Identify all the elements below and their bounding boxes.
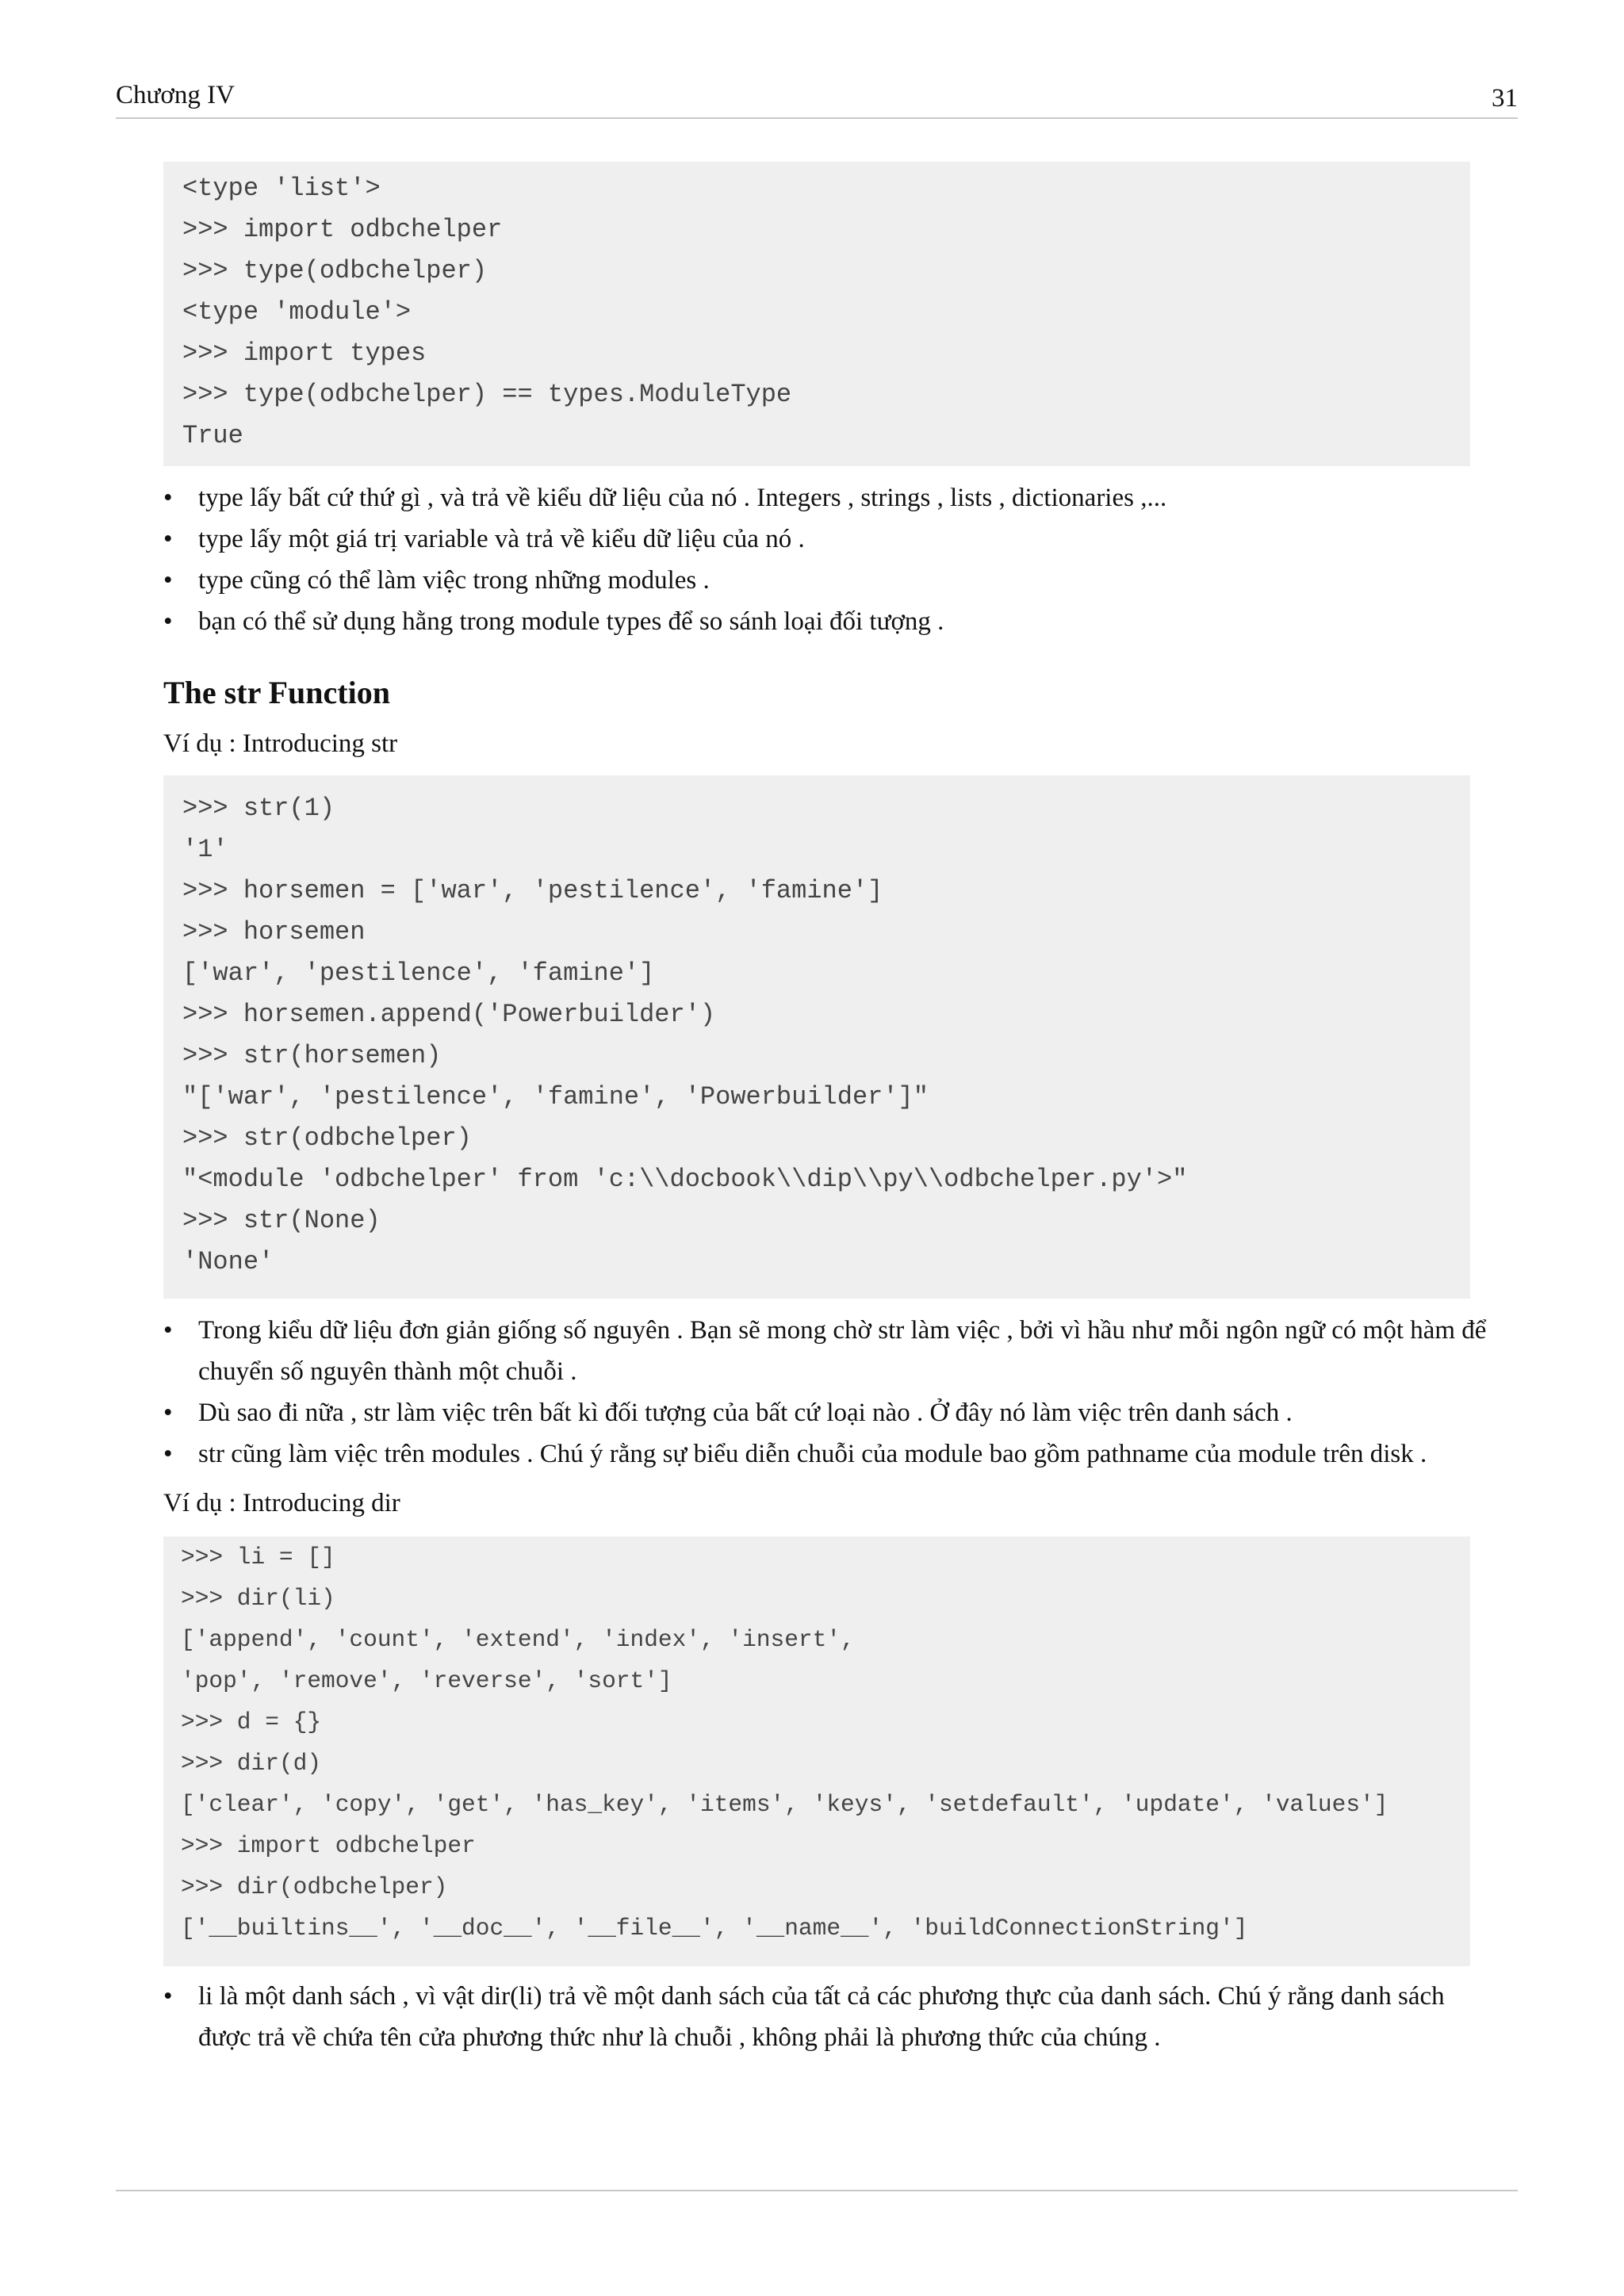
list-item-text: bạn có thể sử dụng hằng trong module types để so sánh loại đối tượng . <box>198 607 944 636</box>
code-line: >>> import odbchelper <box>181 1832 476 1859</box>
code-line: >>> horsemen = ['war', 'pestilence', 'famine'] <box>182 876 883 905</box>
bullet-dot-icon: • <box>163 607 173 636</box>
code-line: >>> dir(d) <box>181 1750 322 1777</box>
list-item <box>163 1310 1503 1392</box>
list-item-text: str cũng làm việc trên modules . Chú ý rằng sự biểu diễn chuỗi của module bao gồm pathname của module trên disk . <box>198 1440 1427 1468</box>
list-item <box>163 477 1503 519</box>
bullet-dot-icon: • <box>163 1316 173 1345</box>
list-item-text: type lấy bất cứ thứ gì , và trả về kiểu dữ liệu của nó . Integers , strings , lists , dictionaries ,... <box>198 484 1167 512</box>
code-line: True <box>182 421 243 450</box>
bullet-dot-icon: • <box>163 566 173 595</box>
code-block-dir <box>163 1536 1470 1966</box>
code-line: >>> li = [] <box>181 1544 335 1571</box>
list-item <box>163 1976 1503 2058</box>
code-line: >>> import odbchelper <box>182 215 503 244</box>
code-line: ['__builtins__', '__doc__', '__file__', '__name__', 'buildConnectionString'] <box>181 1915 1248 1942</box>
code-line: >>> str(horsemen) <box>182 1041 442 1070</box>
bullet-dot-icon: • <box>163 1440 173 1468</box>
code-line: 'pop', 'remove', 'reverse', 'sort'] <box>181 1667 672 1694</box>
bullet-dot-icon: • <box>163 1399 173 1427</box>
code-line: >>> type(odbchelper) <box>182 256 488 285</box>
page-header <box>116 79 1518 119</box>
code-line: >>> import types <box>182 339 427 368</box>
example-label: Ví dụ : Introducing dir <box>163 1489 400 1517</box>
page-number: 31 <box>1492 84 1518 113</box>
list-item <box>163 601 1503 642</box>
example-label: Ví dụ : Introducing str <box>163 729 398 758</box>
code-line: "['war', 'pestilence', 'famine', 'Powerbuilder']" <box>182 1082 929 1112</box>
section-heading: The str Function <box>163 675 390 710</box>
list-item-text: type lấy một giá trị variable và trả về kiểu dữ liệu của nó . <box>198 525 805 553</box>
code-line: >>> d = {} <box>181 1709 322 1735</box>
list-item-text: li là một danh sách , vì vật dir(li) trả về một danh sách của tất cả các phương thực của danh sách. Chú ý rằng danh sách được trả về chứa tên cửa phương thức như là chuỗi , không phải là phương thức của chúng . <box>198 1982 1445 2052</box>
footer-divider <box>116 2190 1518 2191</box>
bullet-list-type <box>163 477 1503 642</box>
code-line: >>> str(None) <box>182 1206 381 1235</box>
code-line: ['append', 'count', 'extend', 'index', 'insert', <box>181 1626 855 1653</box>
code-line: <type 'module'> <box>182 297 412 327</box>
list-item <box>163 1392 1503 1433</box>
list-item-text: type cũng có thể làm việc trong những modules . <box>198 566 710 595</box>
list-item-text: Trong kiểu dữ liệu đơn giản giống số nguyên . Bạn sẽ mong chờ str làm việc , bởi vì hầu như mỗi ngôn ngữ có một hàm để chuyển số nguyên thành một chuỗi . <box>198 1316 1487 1386</box>
code-line: >>> type(odbchelper) == types.ModuleType <box>182 380 792 409</box>
code-line: >>> dir(odbchelper) <box>181 1873 448 1900</box>
chapter-title: Chương IV <box>116 81 235 109</box>
code-line: "<module 'odbchelper' from 'c:\\docbook\\dip\\py\\odbchelper.py'>" <box>182 1165 1188 1194</box>
code-block-type <box>163 162 1470 466</box>
bullet-dot-icon: • <box>163 525 173 553</box>
code-line: ['clear', 'copy', 'get', 'has_key', 'items', 'keys', 'setdefault', 'update', 'values'] <box>181 1791 1388 1818</box>
list-item <box>163 1433 1503 1475</box>
code-line: ['war', 'pestilence', 'famine'] <box>182 959 655 988</box>
code-line: >>> str(1) <box>182 794 335 823</box>
code-line: >>> horsemen.append('Powerbuilder') <box>182 1000 716 1029</box>
code-line: <type 'list'> <box>182 174 381 203</box>
bullet-dot-icon: • <box>163 1982 173 2011</box>
bullet-list-str <box>163 1310 1503 1475</box>
code-line: >>> dir(li) <box>181 1585 335 1612</box>
list-item <box>163 560 1503 601</box>
code-line: >>> str(odbchelper) <box>182 1123 472 1153</box>
bullet-dot-icon: • <box>163 484 173 512</box>
code-block-str <box>163 775 1470 1299</box>
code-line: 'None' <box>182 1247 274 1276</box>
bullet-list-dir <box>163 1976 1503 2058</box>
code-line: >>> horsemen <box>182 917 366 947</box>
list-item-text: Dù sao đi nữa , str làm việc trên bất kì đối tượng của bất cứ loại nào . Ở đây nó làm việc trên danh sách . <box>198 1399 1293 1427</box>
code-line: '1' <box>182 835 228 864</box>
list-item <box>163 519 1503 560</box>
page-content <box>116 162 1518 2058</box>
